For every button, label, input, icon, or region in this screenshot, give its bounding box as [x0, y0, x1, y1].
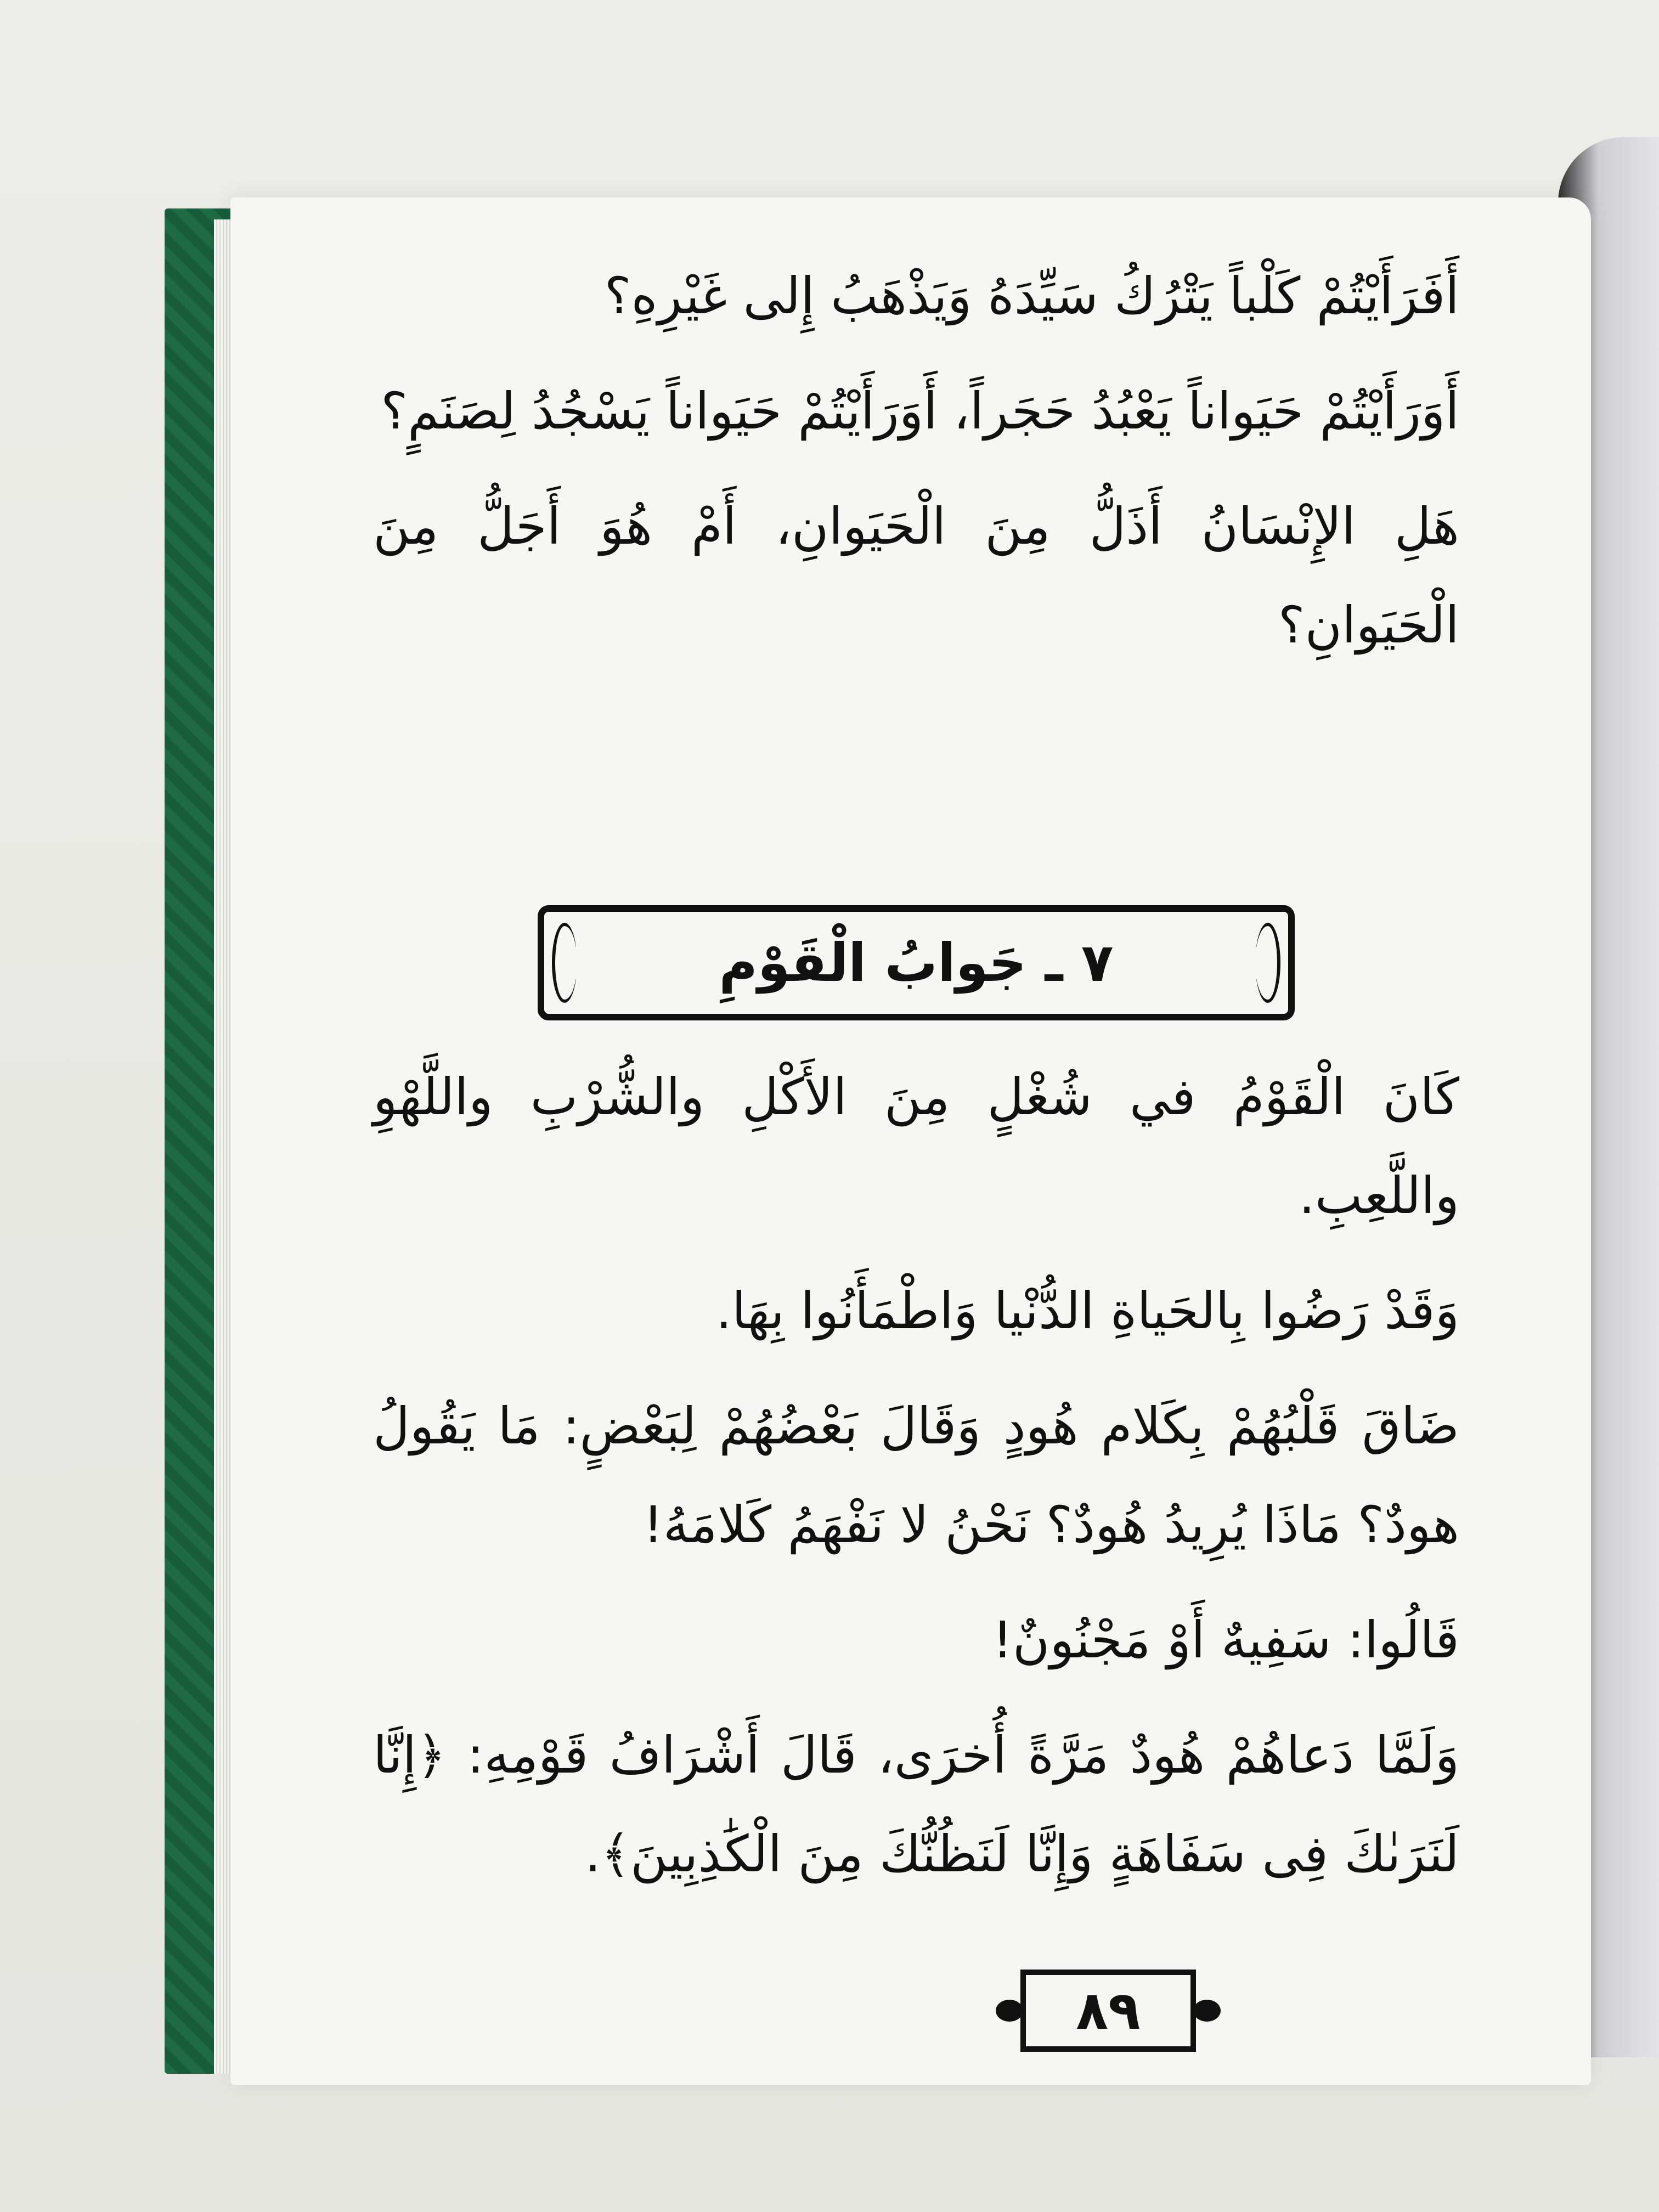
section-heading: ٧ ـ جَوابُ الْقَوْمِ	[719, 932, 1114, 994]
bottom-text-block	[373, 1048, 1459, 1920]
paragraph: قَالُوا: سَفِيهٌ أَوْ مَجْنُونٌ!	[992, 1611, 1459, 1669]
paragraph: هَلِ الإِنْسَانُ أَذَلُّ مِنَ الْحَيَوانِ، أَمْ هُوَ أَجَلُّ مِنَ الْحَيَوانِ؟	[373, 497, 1459, 654]
page-number-frame	[1020, 1970, 1196, 2052]
page-number: ٨٩	[1076, 1980, 1141, 2041]
paragraph: أَفَرَأَيْتُمْ كَلْباً يَتْرُكُ سَيِّدَهُ وَيَذْهَبُ إِلى غَيْرِهِ؟	[604, 267, 1459, 325]
section-heading-frame	[538, 905, 1295, 1020]
book-page	[230, 198, 1591, 2085]
top-text-block	[373, 247, 1459, 691]
paragraph: ضَاقَ قَلْبُهُمْ بِكَلام هُودٍ وَقَالَ بَعْضُهُمْ لِبَعْضٍ: مَا يَقُولُ هودٌ؟ مَاذَا يُرِيدُ هُودٌ؟ نَحْنُ لا نَفْهَمُ كَلامَهُ!	[373, 1397, 1459, 1554]
paragraph: أَوَرَأَيْتُمْ حَيَواناً يَعْبُدُ حَجَراً، أَوَرَأَيْتُمْ حَيَواناً يَسْجُدُ لِصَنَمٍ؟	[381, 382, 1459, 441]
paragraph: كَانَ الْقَوْمُ في شُغْلٍ مِنَ الأَكْلِ والشُّرْبِ واللَّهْوِ واللَّعِبِ.	[373, 1068, 1459, 1225]
paragraph: وَلَمَّا دَعاهُمْ هُودٌ مَرَّةً أُخرَى، قَالَ أَشْرَافُ قَوْمِهِ: ﴿إِنَّا لَنَرَىٰكَ فِى سَفَاهَةٍ وَإِنَّا لَنَظُنُّكَ مِنَ الْكَٰذِبِينَ﴾.	[373, 1726, 1459, 1883]
paragraph: وَقَدْ رَضُوا بِالحَياةِ الدُّنْيا وَاطْمَأَنُوا بِهَا.	[715, 1282, 1459, 1340]
page-content	[373, 247, 1459, 2041]
